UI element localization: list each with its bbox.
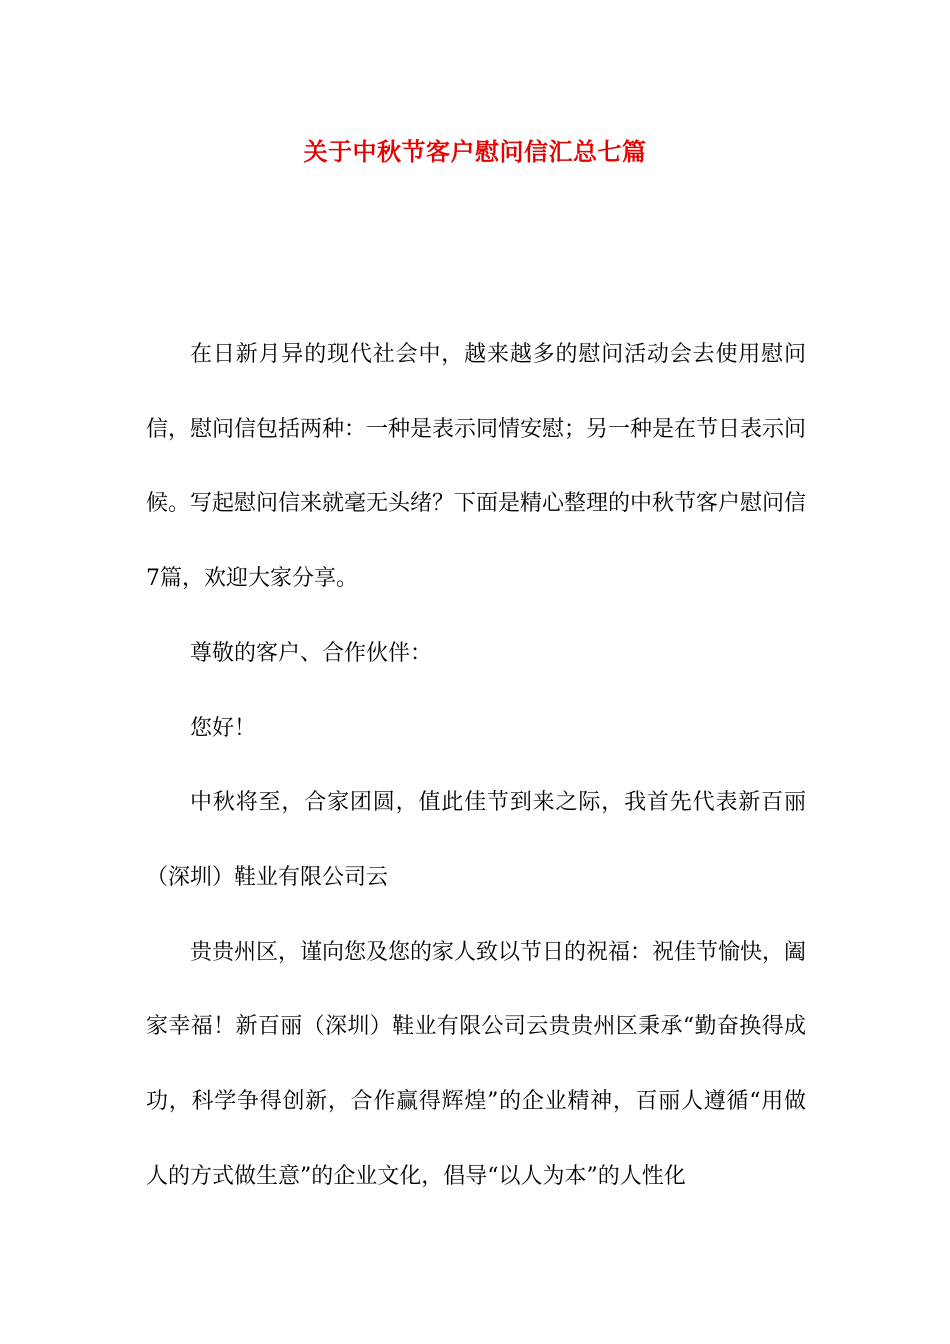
paragraph-body-2: 贵贵州区，谨向您及您的家人致以节日的祝福：祝佳节愉快，阖家幸福！新百丽（深圳）鞋业有限公司云贵贵州区秉承“勤奋换得成功，科学争得创新，合作赢得辉煌”的企业精神，百丽人遵循“用做人的方式做生意”的企业文化，倡导“以人为本”的人性化: [146, 939, 807, 1189]
document-body: [146, 318, 806, 1214]
paragraph-intro: 在日新月异的现代社会中，越来越多的慰问活动会去使用慰问信，慰问信包括两种：一种是表示同情安慰；另一种是在节日表示问候。写起慰问信来就毫无头绪？下面是精心整理的中秋节客户慰问信7篇，欢迎大家分享。: [146, 342, 807, 592]
document-title: 关于中秋节客户慰问信汇总七篇: [303, 138, 647, 166]
paragraph-greeting: 您好！: [190, 715, 257, 741]
paragraph-body-1: 中秋将至，合家团圆，值此佳节到来之际，我首先代表新百丽（深圳）鞋业有限公司云: [146, 790, 806, 890]
paragraph-salutation: 尊敬的客户、合作伙伴：: [190, 640, 433, 666]
